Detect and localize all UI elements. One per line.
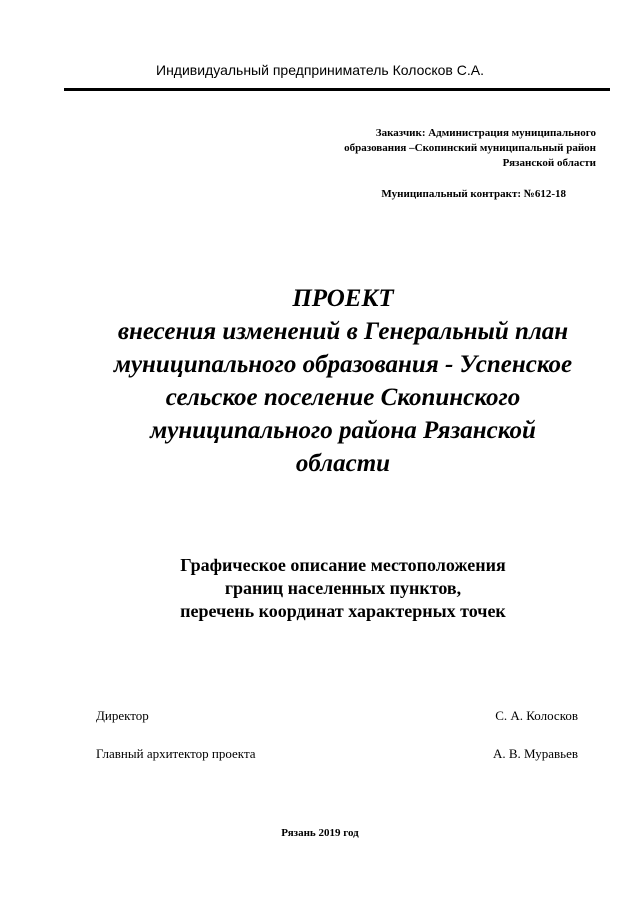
customer-line: Рязанской области (502, 157, 596, 169)
project-title-line: внесения изменений в Генеральный план (117, 318, 569, 345)
architect-name: А. В. Муравьев (492, 746, 578, 761)
customer-block (276, 126, 596, 171)
description-line: перечень координат характерных точек (180, 601, 506, 621)
director-role: Директор (96, 708, 149, 723)
project-title-line: муниципального образования - Успенское (113, 351, 573, 378)
director-name: С. А. Колосков (495, 708, 578, 723)
document-description (60, 554, 626, 623)
project-title-line: ПРОЕКТ (292, 285, 394, 312)
description-line: границ населенных пунктов, (224, 578, 462, 598)
customer-line: образования –Скопинский муниципальный район (344, 142, 596, 154)
project-title-line: области (295, 450, 391, 477)
description-line: Графическое описание местоположения (180, 555, 506, 575)
contract-number: Муниципальный контракт: №612-18 (381, 188, 566, 200)
project-title-line: муниципального района Рязанской (150, 417, 536, 444)
header-title: Индивидуальный предприниматель Колосков С.А. (156, 62, 484, 78)
project-title-line: сельское поселение Скопинского (165, 384, 521, 411)
architect-role: Главный архитектор проекта (96, 746, 256, 761)
customer-line: Заказчик: Администрация муниципального (375, 127, 596, 139)
city-year: Рязань 2019 год (281, 827, 359, 839)
project-title (60, 282, 626, 480)
header-divider (64, 88, 610, 91)
